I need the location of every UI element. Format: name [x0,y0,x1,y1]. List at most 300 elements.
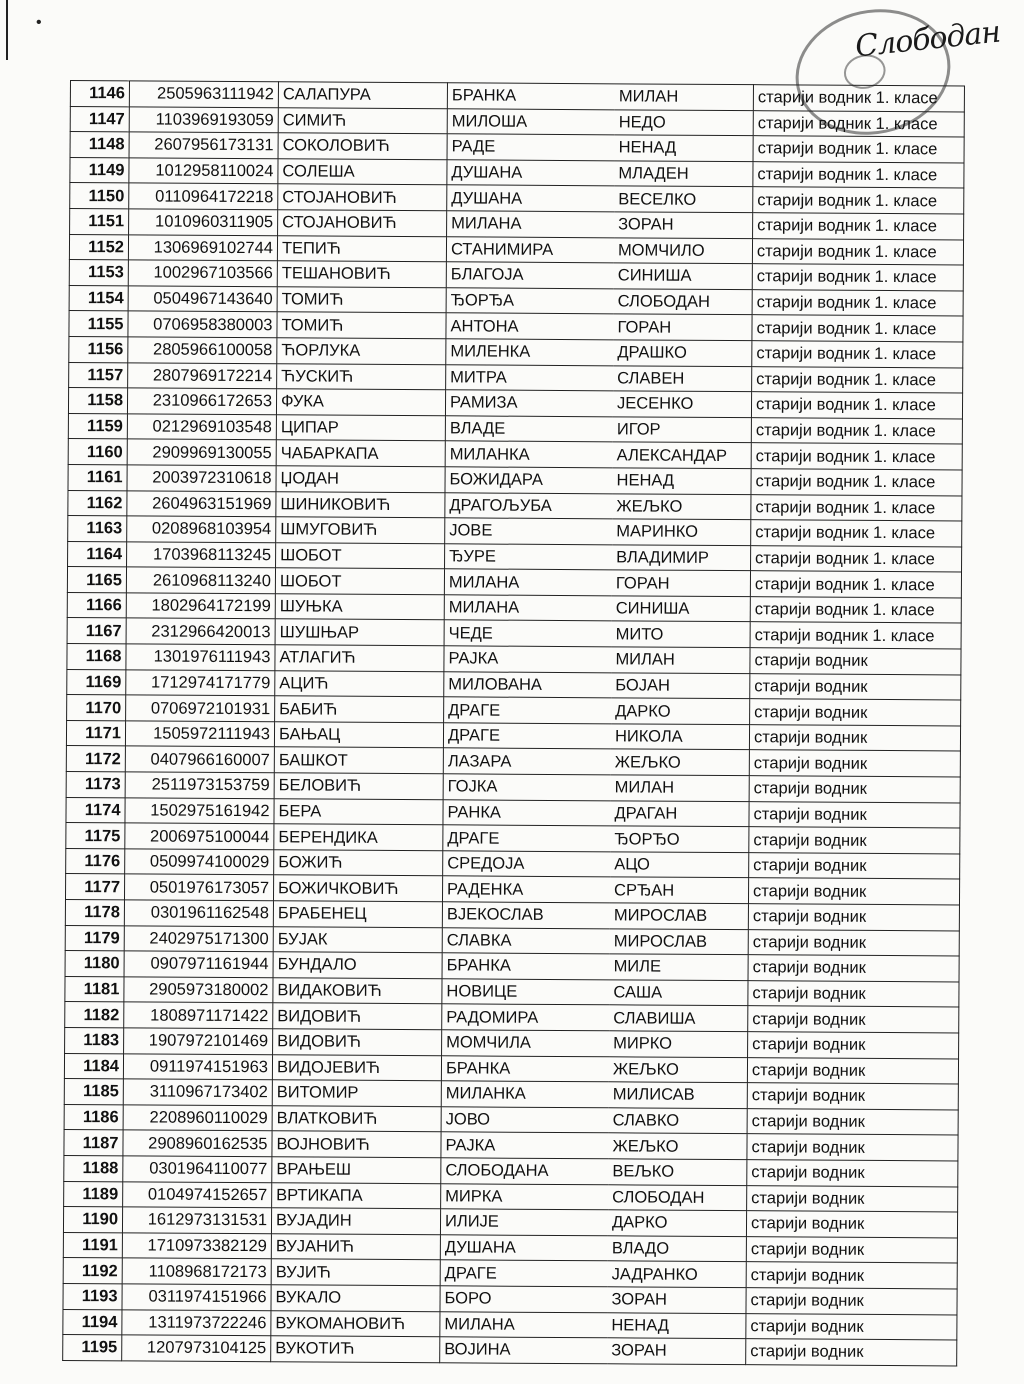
father-name-cell: РАЈКА [444,646,611,673]
last-name-cell: БОЖИЧКОВИЋ [273,875,442,902]
first-name-cell: МЛАДЕН [614,161,753,187]
row-number-cell: 1157 [69,362,128,388]
first-name-cell: МОМЧИЛО [613,237,752,263]
rank-cell: старији водник [748,1006,959,1033]
rank-cell: старији водник [748,878,959,905]
row-number-cell: 1160 [68,439,127,465]
first-name-cell: ГОРАН [611,570,750,596]
row-number-cell: 1153 [69,260,128,286]
last-name-cell: БЕЛОВИЋ [274,773,443,800]
row-number-cell: 1191 [63,1232,122,1258]
last-name-cell: БАБИЋ [275,696,444,723]
last-name-cell: ВУЈИЋ [271,1259,440,1286]
first-name-cell: НЕНАД [607,1312,746,1338]
rank-cell: старији водник [746,1288,957,1315]
personal-id-cell: 0509974100029 [125,849,274,876]
personal-id-cell: 2607956173131 [129,132,278,159]
personal-id-cell: 1207973104125 [122,1335,271,1362]
row-number-cell: 1150 [70,183,129,209]
last-name-cell: БУНДАЛО [273,952,442,979]
father-name-cell: МИЛАНА [444,595,611,622]
rank-cell: старији водник 1. класе [753,136,964,163]
personal-id-cell: 3110967173402 [123,1079,272,1106]
rank-cell: старији водник 1. класе [752,315,963,342]
row-number-cell: 1161 [68,464,127,490]
first-name-cell: ВЕСЕЛКО [614,186,753,212]
rank-cell: старији водник 1. класе [752,264,963,291]
father-name-cell: МИЛАНКА [445,441,612,468]
last-name-cell: ШМУГОВИЋ [276,517,445,544]
rank-cell: старији водник 1. класе [753,187,964,214]
row-number-cell: 1184 [64,1053,123,1079]
first-name-cell: НЕДО [614,109,753,135]
first-name-cell: ДАРКО [611,698,750,724]
father-name-cell: МИЛАНА [440,1311,607,1338]
father-name-cell: МИЛЕНКА [446,339,613,366]
rank-cell: старији водник 1. класе [750,571,961,598]
personal-id-cell: 0311974151966 [122,1284,271,1311]
personal-id-cell: 2805966100058 [128,337,277,364]
row-number-cell: 1163 [68,516,127,542]
last-name-cell: ШУШЊАР [275,619,444,646]
rank-cell: старији водник 1. класе [753,110,964,137]
rank-cell: старији водник 1. класе [752,289,963,316]
first-name-cell: ЈАДРАНКО [607,1261,746,1287]
personal-id-cell: 0407966160007 [125,746,274,773]
rank-cell: старији водник [748,955,959,982]
last-name-cell: БУЈАК [273,926,442,953]
last-name-cell: ВУЈАДИН [271,1208,440,1235]
father-name-cell: ЈОВЕ [445,518,612,545]
row-number-cell: 1183 [65,1027,124,1053]
father-name-cell: ЧЕДЕ [444,620,611,647]
rank-cell: старији водник 1. класе [751,392,962,419]
father-name-cell: СЛАВКА [442,927,609,954]
father-name-cell: ЂОРЂА [446,288,613,315]
father-name-cell: РАМИЗА [445,390,612,417]
father-name-cell: РАДЕ [447,134,614,161]
father-name-cell: ВЈЕКОСЛАВ [442,902,609,929]
corner-mark: • [36,14,42,31]
personal-id-cell: 1505972111943 [125,721,274,748]
first-name-cell: ВЕЉКО [608,1159,747,1185]
father-name-cell: НОВИЦЕ [442,979,609,1006]
personal-id-cell: 0212969103548 [127,414,276,441]
row-number-cell: 1155 [69,311,128,337]
rank-cell: старији водник [748,980,959,1007]
father-name-cell: БОЖИДАРА [445,467,612,494]
father-name-cell: СЛОБОДАНА [441,1158,608,1185]
roster-table [62,80,965,1366]
rank-cell: старији водник [749,827,960,854]
first-name-cell: ГОРАН [613,314,752,340]
father-name-cell: МИРКА [441,1183,608,1210]
rank-cell: старији водник [747,1108,958,1135]
personal-id-cell: 2604963151969 [127,490,276,517]
father-name-cell: БОРО [440,1286,607,1313]
row-number-cell: 1175 [66,823,125,849]
father-name-cell: МИЛОВАНА [444,671,611,698]
last-name-cell: ВУКОТИЋ [271,1336,440,1363]
personal-id-cell: 1502975161942 [125,797,274,824]
first-name-cell: СЛАВЕН [613,365,752,391]
father-name-cell: БЛАГОЈА [446,262,613,289]
last-name-cell: БОЖИЋ [274,850,443,877]
rank-cell: старији водник [748,929,959,956]
personal-id-cell: 1002967103566 [128,260,277,287]
row-number-cell: 1174 [66,797,125,823]
personal-id-cell: 0301964110077 [123,1156,272,1183]
last-name-cell: ВЛАТКОВИЋ [272,1106,441,1133]
last-name-cell: ШУЊКА [275,594,444,621]
personal-id-cell: 1012958110024 [129,158,278,185]
rank-cell: старији водник [748,904,959,931]
rank-cell: старији водник 1. класе [753,213,964,240]
personal-id-cell: 0706958380003 [128,311,277,338]
row-number-cell: 1148 [70,132,129,158]
personal-id-cell: 2006975100044 [125,823,274,850]
last-name-cell: САЛАПУРА [278,82,447,109]
father-name-cell: ДУШАНА [447,160,614,187]
last-name-cell: ТЕШАНОВИЋ [277,261,446,288]
last-name-cell: ЋОРЛУКА [277,338,446,365]
personal-id-cell: 2511973153759 [125,772,274,799]
row-number-cell: 1167 [67,618,126,644]
first-name-cell: МИЛАН [614,84,753,110]
personal-id-cell: 2310966172653 [127,388,276,415]
rank-cell: старији водник [746,1339,957,1366]
row-number-cell: 1178 [65,899,124,925]
rank-cell: старији водник [749,725,960,752]
personal-id-cell: 2905973180002 [124,977,273,1004]
first-name-cell: МИЛАН [610,775,749,801]
rank-cell: старији водник 1. класе [751,494,962,521]
last-name-cell: ШИНИКОВИЋ [276,491,445,518]
rank-cell: старији водник 1. класе [753,161,964,188]
father-name-cell: ДРАГЕ [443,825,610,852]
margin-rule [6,0,8,60]
last-name-cell: ТОМИЋ [277,312,446,339]
row-number-cell: 1165 [67,567,126,593]
father-name-cell: ВОЈИНА [440,1337,607,1364]
first-name-cell: МИЛАН [611,647,750,673]
rank-cell: старији водник 1. класе [752,341,963,368]
father-name-cell: ДРАГЕ [443,723,610,750]
father-name-cell: РАЈКА [441,1132,608,1159]
rank-cell: старији водник 1. класе [751,520,962,547]
father-name-cell: СРЕДОЈА [443,851,610,878]
last-name-cell: СТОЈАНОВИЋ [278,184,447,211]
father-name-cell: АНТОНА [446,313,613,340]
personal-id-cell: 2208960110029 [123,1105,272,1132]
row-number-cell: 1172 [66,746,125,772]
father-name-cell: БРАНКА [447,83,614,110]
last-name-cell: ТОМИЋ [277,287,446,314]
personal-id-cell: 2312966420013 [126,618,275,645]
row-number-cell: 1154 [69,285,128,311]
row-number-cell: 1182 [65,1002,124,1028]
roster-body [63,81,965,1366]
father-name-cell: ГОЈКА [443,774,610,801]
personal-id-cell: 1612973131531 [122,1207,271,1234]
first-name-cell: ВЛАДО [607,1236,746,1262]
personal-id-cell: 2909969130055 [127,439,276,466]
row-number-cell: 1162 [68,490,127,516]
last-name-cell: ВИДОЈЕВИЋ [272,1054,441,1081]
personal-id-cell: 0907971161944 [124,951,273,978]
row-number-cell: 1159 [68,413,127,439]
row-number-cell: 1188 [64,1155,123,1181]
last-name-cell: БЕРА [274,798,443,825]
rank-cell: старији водник [749,750,960,777]
row-number-cell: 1176 [66,848,125,874]
first-name-cell: МИРОСЛАВ [609,903,748,929]
last-name-cell: АТЛАГИЋ [275,645,444,672]
personal-id-cell: 0301961162548 [124,900,273,927]
personal-id-cell: 1108968172173 [122,1258,271,1285]
personal-id-cell: 1301976111943 [126,644,275,671]
rank-cell: старији водник 1. класе [751,443,962,470]
personal-id-cell: 1103969193059 [129,106,278,133]
first-name-cell: АЦО [610,852,749,878]
row-number-cell: 1181 [65,976,124,1002]
last-name-cell: ФУКА [276,389,445,416]
first-name-cell: ИГОР [612,417,751,443]
first-name-cell: СРЂАН [609,877,748,903]
last-name-cell: ЦИПАР [276,414,445,441]
personal-id-cell: 0501976173057 [124,874,273,901]
last-name-cell: ШОБОТ [275,568,444,595]
rank-cell: старији водник [750,699,961,726]
rank-cell: старији водник 1. класе [751,545,962,572]
last-name-cell: ЏОДАН [276,466,445,493]
first-name-cell: НИКОЛА [610,724,749,750]
rank-cell: старији водник [746,1313,957,1340]
rank-cell: старији водник [747,1083,958,1110]
row-number-cell: 1187 [64,1130,123,1156]
father-name-cell: ВЛАДЕ [445,416,612,443]
rank-cell: старији водник [746,1236,957,1263]
row-number-cell: 1177 [65,874,124,900]
row-number-cell: 1194 [63,1309,122,1335]
first-name-cell: ВЛАДИМИР [612,545,751,571]
personal-id-cell: 1306969102744 [128,234,277,261]
first-name-cell: ДРАГАН [610,800,749,826]
row-number-cell: 1146 [70,81,129,107]
row-number-cell: 1170 [67,695,126,721]
rank-cell: старији водник 1. класе [750,597,961,624]
row-number-cell: 1166 [67,592,126,618]
personal-id-cell: 1010960311905 [129,209,278,236]
father-name-cell: ЂУРЕ [445,543,612,570]
handwritten-signature: Слободан [853,14,1002,65]
row-number-cell: 1168 [67,644,126,670]
personal-id-cell: 1808971171422 [124,1002,273,1029]
personal-id-cell: 2807969172214 [128,362,277,389]
first-name-cell: ЖЕЉКО [608,1056,747,1082]
last-name-cell: ЧАБАРКАПА [276,440,445,467]
last-name-cell: ВОЈНОВИЋ [272,1131,441,1158]
last-name-cell: ВИДАКОВИЋ [273,978,442,1005]
father-name-cell: ДУШАНА [440,1235,607,1262]
rank-cell: старији водник [747,1134,958,1161]
last-name-cell: СОЛЕША [278,159,447,186]
first-name-cell: ЂОРЂО [610,826,749,852]
last-name-cell: ШОБОТ [276,542,445,569]
first-name-cell: НЕНАД [612,468,751,494]
row-number-cell: 1193 [63,1283,122,1309]
first-name-cell: СИНИША [613,263,752,289]
rank-cell: старији водник 1. класе [752,366,963,393]
father-name-cell: ЛАЗАРА [443,748,610,775]
rank-cell: старији водник [746,1211,957,1238]
personal-id-cell: 2505963111942 [129,81,278,108]
rank-cell: старији водник 1. класе [750,622,961,649]
first-name-cell: МАРИНКО [612,519,751,545]
personal-id-cell: 2908960162535 [123,1130,272,1157]
father-name-cell: РАДОМИРА [442,1004,609,1031]
first-name-cell: СЛАВКО [608,1108,747,1134]
first-name-cell: МИРКО [609,1031,748,1057]
first-name-cell: ДАРКО [607,1210,746,1236]
last-name-cell: ВРАЊЕШ [272,1157,441,1184]
rank-cell: старији водник [749,801,960,828]
last-name-cell: СТОЈАНОВИЋ [278,210,447,237]
father-name-cell: СТАНИМИРА [446,236,613,263]
last-name-cell: БРАБЕНЕЦ [273,901,442,928]
row-number-cell: 1173 [66,772,125,798]
father-name-cell: МОМЧИЛА [442,1030,609,1057]
father-name-cell: БРАНКА [442,953,609,980]
personal-id-cell: 0208968103954 [127,516,276,543]
row-number-cell: 1185 [64,1079,123,1105]
father-name-cell: МИЛОША [447,108,614,135]
personal-id-cell: 1712974171779 [126,670,275,697]
father-name-cell: ДРАГОЉУБА [445,492,612,519]
father-name-cell: ДРАГЕ [440,1260,607,1287]
last-name-cell: БАЊАЦ [274,722,443,749]
row-number-cell: 1149 [70,157,129,183]
last-name-cell: БАШКОТ [274,747,443,774]
personal-id-cell: 1311973722246 [122,1309,271,1336]
father-name-cell: МИЛАНА [447,211,614,238]
personal-id-cell: 0504967143640 [128,286,277,313]
last-name-cell: ВРТИКАПА [272,1182,441,1209]
row-number-cell: 1195 [63,1335,122,1361]
father-name-cell: РАНКА [443,799,610,826]
first-name-cell: СЛАВИША [609,1005,748,1031]
first-name-cell: МИЛИСАВ [608,1082,747,1108]
row-number-cell: 1186 [64,1104,123,1130]
last-name-cell: СИМИЋ [278,107,447,134]
personal-id-cell: 0110964172218 [129,183,278,210]
first-name-cell: СЛОБОДАН [608,1184,747,1210]
first-name-cell: ЈЕСЕНКО [612,391,751,417]
row-number-cell: 1152 [69,234,128,260]
first-name-cell: АЛЕКСАНДАР [612,442,751,468]
father-name-cell: ИЛИЈЕ [440,1209,607,1236]
first-name-cell: ДРАШКО [613,340,752,366]
first-name-cell: СЛОБОДАН [613,289,752,315]
first-name-cell: ЗОРАН [607,1338,746,1364]
roster-table-wrap [70,80,970,1361]
row-number-cell: 1151 [70,208,129,234]
last-name-cell: ВИТОМИР [272,1080,441,1107]
row-number-cell: 1171 [66,720,125,746]
personal-id-cell: 0911974151963 [123,1053,272,1080]
personal-id-cell: 1710973382129 [122,1233,271,1260]
rank-cell: старији водник 1. класе [751,417,962,444]
row-number-cell: 1164 [68,541,127,567]
personal-id-cell: 0706972101931 [126,695,275,722]
father-name-cell: МИТРА [446,364,613,391]
row-number-cell: 1180 [65,951,124,977]
first-name-cell: ЖЕЉКО [610,749,749,775]
rank-cell: старији водник [747,1185,958,1212]
rank-cell: старији водник [746,1262,957,1289]
rank-cell: старији водник [750,648,961,675]
last-name-cell: ТЕПИЋ [277,235,446,262]
row-number-cell: 1156 [69,336,128,362]
last-name-cell: ВУКАЛО [271,1285,440,1312]
father-name-cell: ЈОВО [441,1107,608,1134]
first-name-cell: МИТО [611,621,750,647]
row-number-cell: 1169 [67,669,126,695]
last-name-cell: ВУКОМАНОВИЋ [271,1310,440,1337]
row-number-cell: 1158 [68,388,127,414]
last-name-cell: ВИДОВИЋ [273,1029,442,1056]
personal-id-cell: 2003972310618 [127,465,276,492]
rank-cell: старији водник [749,852,960,879]
rank-cell: старији водник [748,1032,959,1059]
row-number-cell: 1147 [70,106,129,132]
first-name-cell: БОЈАН [611,672,750,698]
father-name-cell: БРАНКА [441,1055,608,1082]
first-name-cell: САША [609,980,748,1006]
rank-cell: старији водник [749,776,960,803]
first-name-cell: СИНИША [611,596,750,622]
personal-id-cell: 2402975171300 [124,925,273,952]
first-name-cell: МИРОСЛАВ [609,928,748,954]
rank-cell: старији водник [750,673,961,700]
first-name-cell: ЖЕЉКО [608,1133,747,1159]
personal-id-cell: 1907972101469 [124,1028,273,1055]
rank-cell: старији водник 1. класе [751,469,962,496]
last-name-cell: ВУЈАНИЋ [271,1233,440,1260]
last-name-cell: АЦИЋ [275,670,444,697]
first-name-cell: НЕНАД [614,135,753,161]
personal-id-cell: 1802964172199 [126,593,275,620]
last-name-cell: ВИДОВИЋ [273,1003,442,1030]
father-name-cell: МИЛАНА [444,569,611,596]
personal-id-cell: 0104974152657 [123,1181,272,1208]
first-name-cell: ЖЕЉКО [612,493,751,519]
first-name-cell: ЗОРАН [614,212,753,238]
rank-cell: старији водник 1. класе [752,238,963,265]
last-name-cell: СОКОЛОВИЋ [278,133,447,160]
father-name-cell: ДРАГЕ [444,697,611,724]
personal-id-cell: 2610968113240 [126,567,275,594]
father-name-cell: МИЛАНКА [441,1081,608,1108]
rank-cell: старији водник 1. класе [753,85,964,112]
first-name-cell: ЗОРАН [607,1287,746,1313]
father-name-cell: ДУШАНА [447,185,614,212]
row-number-cell: 1189 [64,1181,123,1207]
rank-cell: старији водник [747,1160,958,1187]
last-name-cell: БЕРЕНДИКА [274,824,443,851]
last-name-cell: ЋУСКИЋ [277,363,446,390]
table-row [63,1335,957,1366]
